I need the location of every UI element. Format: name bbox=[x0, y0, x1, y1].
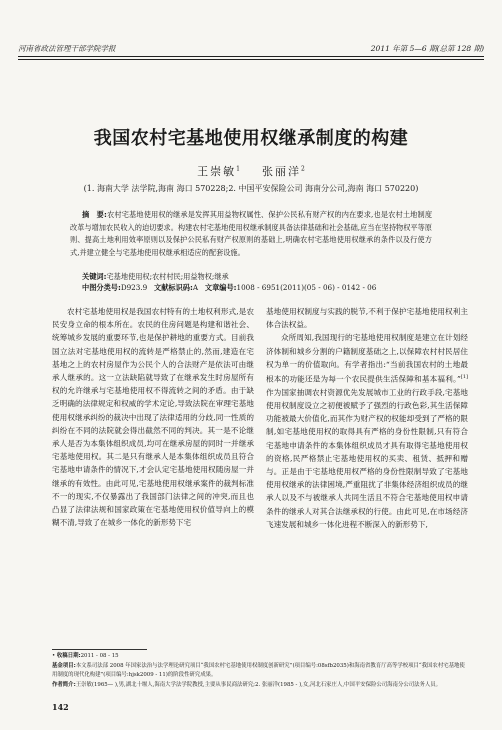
author-bio bbox=[52, 681, 468, 691]
abstract bbox=[70, 209, 432, 259]
body-paragraph bbox=[266, 331, 468, 531]
body-columns bbox=[52, 305, 468, 647]
keywords-block bbox=[70, 271, 432, 293]
received-value: 2011 - 08 - 15 bbox=[80, 653, 119, 659]
received-date: • 收稿日期:2011 - 08 - 15 bbox=[52, 653, 119, 659]
article-no-label: 文章编号: bbox=[204, 283, 237, 292]
left-column bbox=[52, 305, 254, 647]
doc-code-value: A bbox=[192, 283, 199, 292]
body-text: 作为国家抽调农村资源优先发展城市工业的行政手段,宅基地使用权制度设立之初便被赋予了强烈的行政色彩,其生活保障功能被最大价值化,而其作为财产权的权能却受到了严格的限制,如宅基地使用权的取得具有严格的身份性限制,只有符合宅基地申请条件的本集体组织成员才具有取得宅基地使用权的资格,民严格禁止宅基地使用权的买卖、租赁、抵押和赠与。正是由于宅基地使用权严格的身份性限制导致了宅基地使用权继承的法律困境,严重阻扰了非集体经济组织成员的继承人以及不与被继承人共同生活且不符合宅基地使用权申请条件的继承人对其合法继承权的行使。由此可见,在市场经济飞速发展和城乡一体化进程不断深入的新形势下, bbox=[266, 387, 468, 529]
clc-label: 中图分类号: bbox=[82, 283, 121, 292]
body-paragraph: 农村宅基地使用权是我国农村特有的土地权利形式,是农民安身立命的根本所在。农民的住房问题是构建和谐社会、统筹城乡发展的重要环节,也是保护耕地的重要方式。目前我国立法对宅基地使用权的流转是严格禁止的,然而,建造在宅基地之上的农村房屋作为公民个人的合法财产是依法可由继承人继承的。这一立法缺陷就导致了在继承发生时房屋所有权的允许继承与宅基地使用权不得流转之间的矛盾。由于缺乏明确的法律规定和权威的学术定论,导致法院在审理宅基地使用权继承纠纷的裁决中出现了法律适用的分歧,同一性质的纠纷在不同的法院就会得出截然不同的判决。其一是不论继承人是否为本集体组织成员,均可在继承房屋的同时一并继承宅基地使用权。其二是只有继承人是本集体组织成员且符合宅基地申请条件的情况下,才会认定宅基地使用权随房屋一并继承的有效性。由此可见,宅基地使用权继承案件的裁判标准不一的现实,不仅暴露出了我国部门法律之间的冲突,而且也凸显了法律法规和国家政策在宅基地使用权价值导向上的模糊不清,导致了在城乡一体化的新形势下宅 bbox=[52, 307, 254, 528]
page-number: 142 bbox=[52, 702, 69, 712]
footnotes bbox=[52, 652, 468, 690]
abstract-label: 摘 要: bbox=[82, 210, 107, 219]
journal-name: 河南省政法管理干部学院学报 bbox=[18, 44, 116, 53]
footnote-rule bbox=[52, 649, 147, 650]
right-column bbox=[266, 305, 468, 647]
doc-code-label: 文献标识码: bbox=[154, 283, 193, 292]
fund-text: 本文系司法部 2008 年国家法治与法学理论研究项目“我国农村宅基地使用权制度创新研究”(项目编号:08sfb2035)和海南省教育厅高等学校项目“我国农村宅基地使用制度的现代化构建”(项目编号:hjsk2009 - 11)的阶段性研究成果。 bbox=[52, 662, 465, 679]
author-mark: 1 bbox=[236, 165, 240, 173]
author-mark: 2 bbox=[301, 165, 305, 173]
abstract-text: 农村宅基地使用权的继承是发挥其用益物权属性、保护公民私有财产权的内在要求,也是农村土地制度改革与增加农民收入的迫切要求。构建农村宅基地使用权继承制度具备法律基础和社会基础,应当在坚持物权平等原则、提高土地利用效率原则以及保护公民私有财产权原则的基础上,明确农村宅基地使用权继承的条件以及行使方式,并建立健全与宅基地使用权继承相适应的配套设施。 bbox=[70, 210, 433, 257]
affiliation: (1. 海南大学 法学院,海南 海口 570228;2. 中国平安保险公司 海南分公司,海南 海口 570220) bbox=[83, 184, 419, 193]
author-line bbox=[0, 163, 502, 179]
author-bio-text: 王崇敏(1965— ),男,湖北十堰人,海南大学法学院教授,主要从事民商法研究;2. 张丽洋(1985 - ),女,河北石家庄人,中国平安保险公司海南分公司法务人员。 bbox=[75, 681, 442, 688]
body-text: 众所周知,我国现行的宅基地使用权制度是建立在计划经济体制和城乡分割的户籍制度基础之上,以保障农村村民居住权为单一的价值取向。有学者指出:“当前我国农村的土地最根本的功能还是为每一个农民提供生活保障和基本福利。” bbox=[266, 333, 468, 384]
citation-mark: [1] bbox=[460, 374, 468, 381]
fund-label: 基金项目: bbox=[52, 662, 76, 669]
issue-info: 2011 年第 5—6 期(总第 128 期) bbox=[370, 44, 484, 53]
author-name: 王崇敏 bbox=[197, 165, 237, 178]
clc-value: D923.9 bbox=[120, 283, 148, 292]
keywords-text: 宅基地使用权;农村村民;用益物权;继承 bbox=[106, 272, 229, 281]
fund-note bbox=[52, 662, 468, 681]
header-rule bbox=[18, 56, 484, 57]
header-rule-thin bbox=[18, 59, 484, 60]
running-header bbox=[18, 40, 484, 54]
author-bio-label: 作者简介: bbox=[52, 681, 76, 688]
article-no-value: 1008 - 6951(2011)(05 - 06) - 0142 - 06 bbox=[236, 283, 377, 292]
keywords-label: 关键词: bbox=[82, 272, 107, 281]
received-label: 收稿日期: bbox=[56, 653, 81, 659]
author-name: 张丽洋 bbox=[262, 165, 301, 178]
body-paragraph: 基地使用权制度与实践的脱节,不利于保护宅基地使用权利主体合法权益。 bbox=[266, 307, 468, 330]
paper-title: 我国农村宅基地使用权继承制度的构建 bbox=[93, 128, 409, 149]
